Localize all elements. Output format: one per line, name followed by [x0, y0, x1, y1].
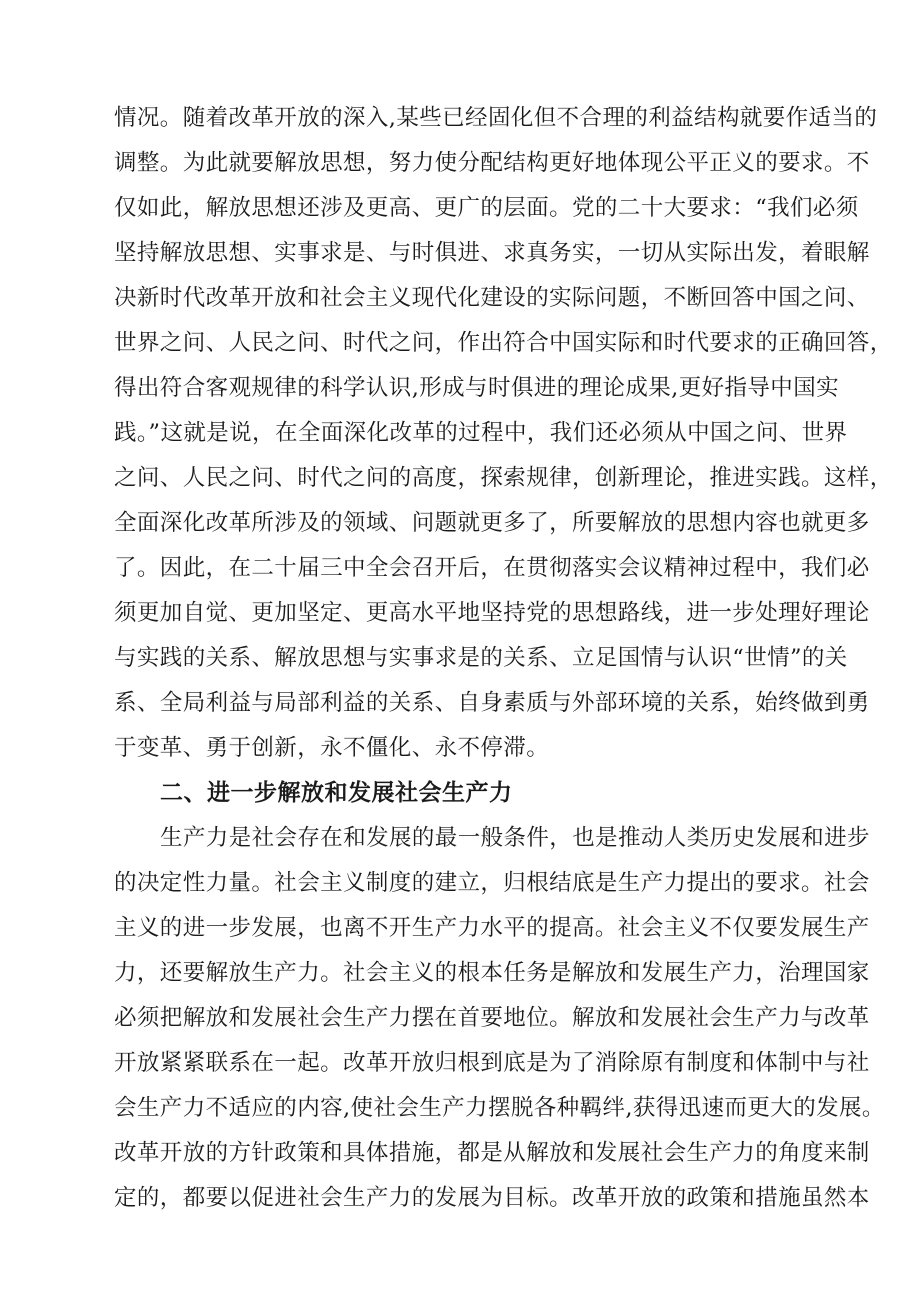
text-line: 必须把解放和发展社会生产力摆在首要地位。解放和发展社会生产力与改革	[114, 1005, 870, 1031]
text-line: 情况。随着改革开放的深入,某些已经固化但不合理的利益结构就要作适当的	[114, 105, 878, 131]
text-line: 世界之问、人民之问、时代之问，作出符合中国实际和时代要求的正确回答，	[114, 330, 893, 356]
text-line: 须更加自觉、更加坚定、更高水平地坚持党的思想路线，进一步处理好理论	[114, 600, 870, 626]
text-line: 了。因此，在二十届三中全会召开后，在贯彻落实会议精神过程中，我们必	[114, 555, 870, 581]
text-line: 改革开放的方针政策和具体措施，都是从解放和发展社会生产力的角度来制	[114, 1140, 870, 1166]
text-line: 开放紧紧联系在一起。改革开放归根到底是为了消除原有制度和体制中与社	[114, 1050, 870, 1076]
text-line: 定的，都要以促进社会生产力的发展为目标。改革开放的政策和措施虽然本	[114, 1185, 870, 1211]
text-line: 的决定性力量。社会主义制度的建立，归根结底是生产力提出的要求。社会	[114, 870, 870, 896]
text-line: 坚持解放思想、实事求是、与时俱进、求真务实，一切从实际出发，着眼解	[114, 240, 870, 266]
text-line: 全面深化改革所涉及的领域、问题就更多了，所要解放的思想内容也就更多	[114, 510, 870, 536]
text-line: 得出符合客观规律的科学认识,形成与时俱进的理论成果,更好指导中国实	[114, 375, 840, 401]
text-line: 之问、人民之问、时代之问的高度，探索规律，创新理论，推进实践。这样，	[114, 465, 893, 491]
text-line: 主义的进一步发展，也离不开生产力水平的提高。社会主义不仅要发展生产	[114, 915, 870, 941]
text-line: 决新时代改革开放和社会主义现代化建设的实际问题，不断回答中国之问、	[114, 285, 870, 311]
text-line: 与实践的关系、解放思想与实事求是的关系、立足国情与认识“世情”的关	[114, 645, 848, 671]
text-line: 力，还要解放生产力。社会主义的根本任务是解放和发展生产力，治理国家	[114, 960, 870, 986]
text-line: 仅如此，解放思想还涉及更高、更广的层面。党的二十大要求：“我们必须	[114, 195, 859, 221]
text-line: 会生产力不适应的内容,使社会生产力摆脱各种羁绊,获得迅速而更大的发展。	[114, 1095, 885, 1121]
text-line: 系、全局利益与局部利益的关系、自身素质与外部环境的关系，始终做到勇	[114, 690, 870, 716]
text-line: 生产力是社会存在和发展的最一般条件，也是推动人类历史发展和进步	[160, 825, 870, 851]
section-heading: 二、进一步解放和发展社会生产力	[160, 780, 513, 806]
text-line: 调整。为此就要解放思想，努力使分配结构更好地体现公平正义的要求。不	[114, 150, 870, 176]
text-line: 践。”这就是说，在全面深化改革的过程中，我们还必须从中国之问、世界	[114, 420, 848, 446]
text-line: 于变革、勇于创新，永不僵化、永不停滞。	[114, 735, 550, 761]
